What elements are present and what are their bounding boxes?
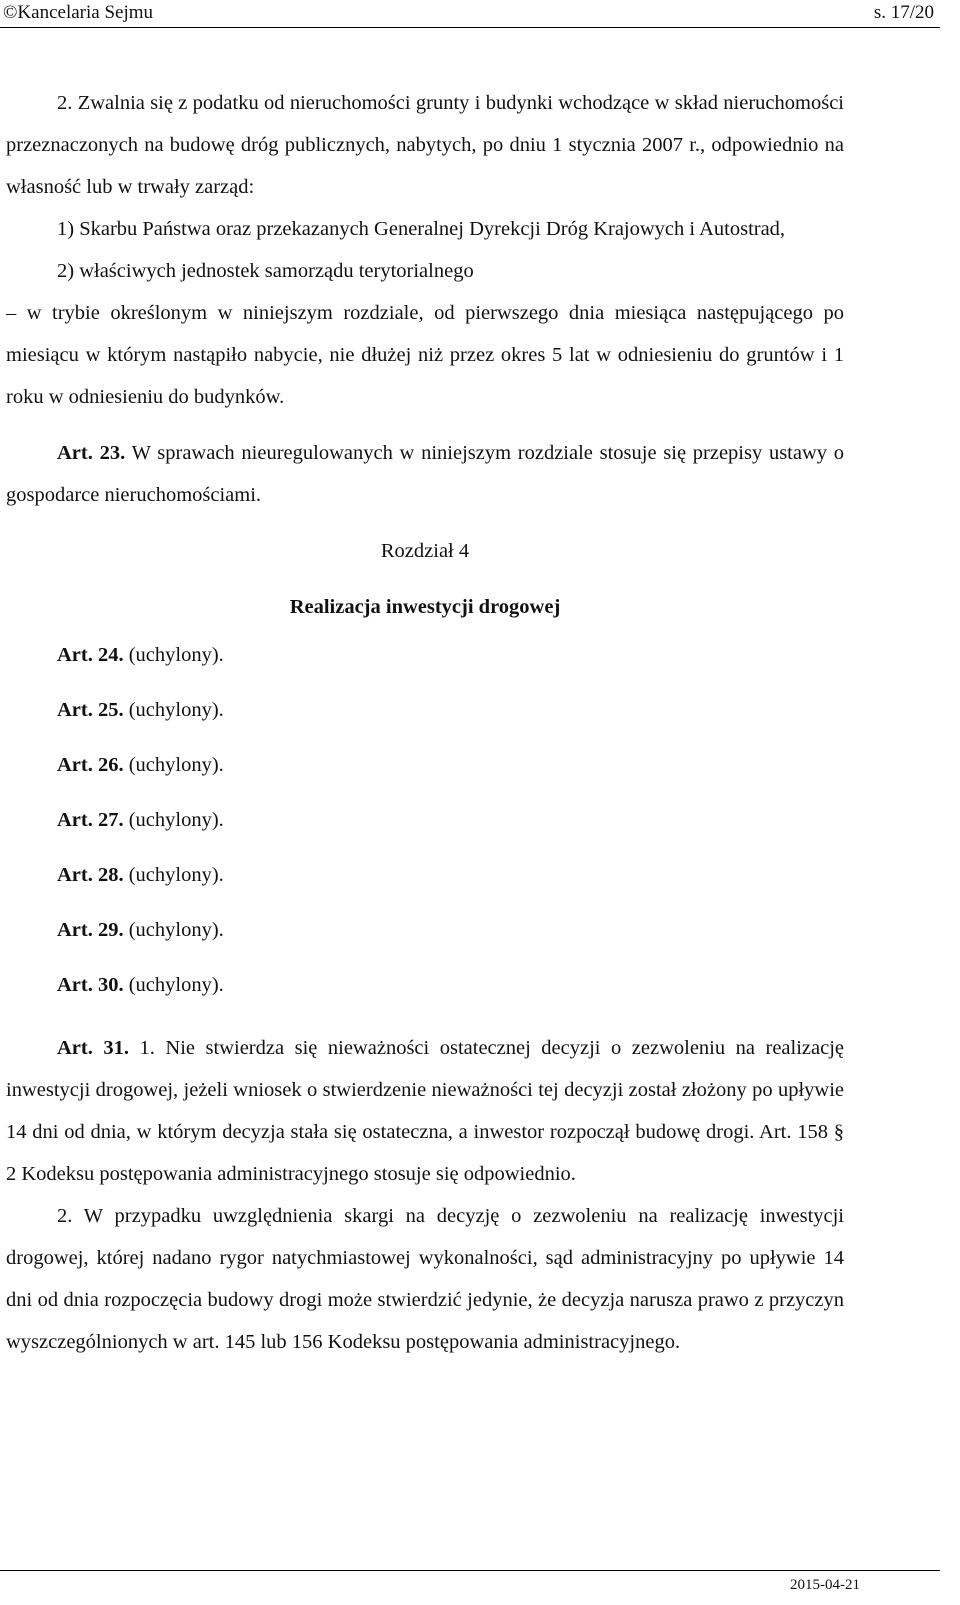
- document-body: [6, 82, 844, 1363]
- article-31-paragraph-2: 2. W przypadku uwzględnienia skargi na decyzję o zezwoleniu na realizację inwestycji drogowej, której nadano rygor natychmiastowej wykonalności, sąd administracyjny po upływie 14 dni od dnia rozpoczęcia budowy drogi może stwierdzić jedynie, że decyzja narusza prawo z przyczyn wyszczególnionych w art. 145 lub 156 Kodeksu postępowania administracyjnego.: [6, 1205, 844, 1353]
- repealed-article: Art. 27. (uchylony).: [57, 809, 224, 831]
- repealed-article: Art. 26. (uchylony).: [57, 754, 224, 776]
- paragraph-2-main: 2. Zwalnia się z podatku od nieruchomości grunty i budynki wchodzące w skład nieruchomości przeznaczonych na budowę dróg publicznych, nabytych, po dniu 1 stycznia 2007 r., odpowiednio na własność lub w trwały zarząd:: [6, 92, 844, 198]
- article-label: Art. 31.: [57, 1037, 129, 1059]
- article-31-paragraph-1: [6, 1027, 844, 1195]
- article-label: Art. 23.: [57, 442, 126, 464]
- paragraph-number: 1.: [129, 1037, 155, 1059]
- header-page-number: s. 17/20: [873, 2, 934, 23]
- repealed-article: Art. 29. (uchylony).: [57, 919, 224, 941]
- chapter-title: Realizacja inwestycji drogowej: [289, 596, 561, 618]
- article-text: W sprawach nieuregulowanych w niniejszym rozdziale stosuje się przepisy ustawy o gospodarce nieruchomościami.: [6, 442, 844, 506]
- footer-rule: [0, 1570, 940, 1571]
- repealed-article: Art. 25. (uchylony).: [57, 699, 224, 721]
- header-rule: [0, 27, 940, 28]
- chapter-number: Rozdział 4: [380, 540, 470, 562]
- page-header: [0, 0, 960, 30]
- article-23: [6, 432, 844, 516]
- list-item: 2) właściwych jednostek samorządu terytorialnego: [57, 260, 474, 282]
- repealed-article: Art. 24. (uchylony).: [57, 644, 224, 666]
- footer-date: 2015-04-21: [790, 1577, 860, 1593]
- repealed-article: Art. 30. (uchylony).: [57, 974, 224, 996]
- repealed-article: Art. 28. (uchylony).: [57, 864, 224, 886]
- article-text: Nie stwierdza się nieważności ostatecznej decyzji o zezwoleniu na realizację inwestycji drogowej, jeżeli wniosek o stwierdzenie nieważności tej decyzji został złożony po upływie 14 dni od dnia, w którym decyzja stała się ostateczna, a inwestor rozpoczął budowę drogi. Art. 158 § 2 Kodeksu postępowania administracyjnego stosuje się odpowiednio.: [6, 1037, 845, 1185]
- paragraph-2-tail: – w trybie określonym w niniejszym rozdziale, od pierwszego dnia miesiąca następującego po miesiącu w którym nastąpiło nabycie, nie dłużej niż przez okres 5 lat w odniesieniu do gruntów i 1 roku w odniesieniu do budynków.: [6, 302, 844, 408]
- repealed-articles: [6, 628, 844, 1013]
- list-item: 1) Skarbu Państwa oraz przekazanych Generalnej Dyrekcji Dróg Krajowych i Autostrad,: [57, 218, 786, 240]
- header-source: ©Kancelaria Sejmu: [3, 2, 154, 23]
